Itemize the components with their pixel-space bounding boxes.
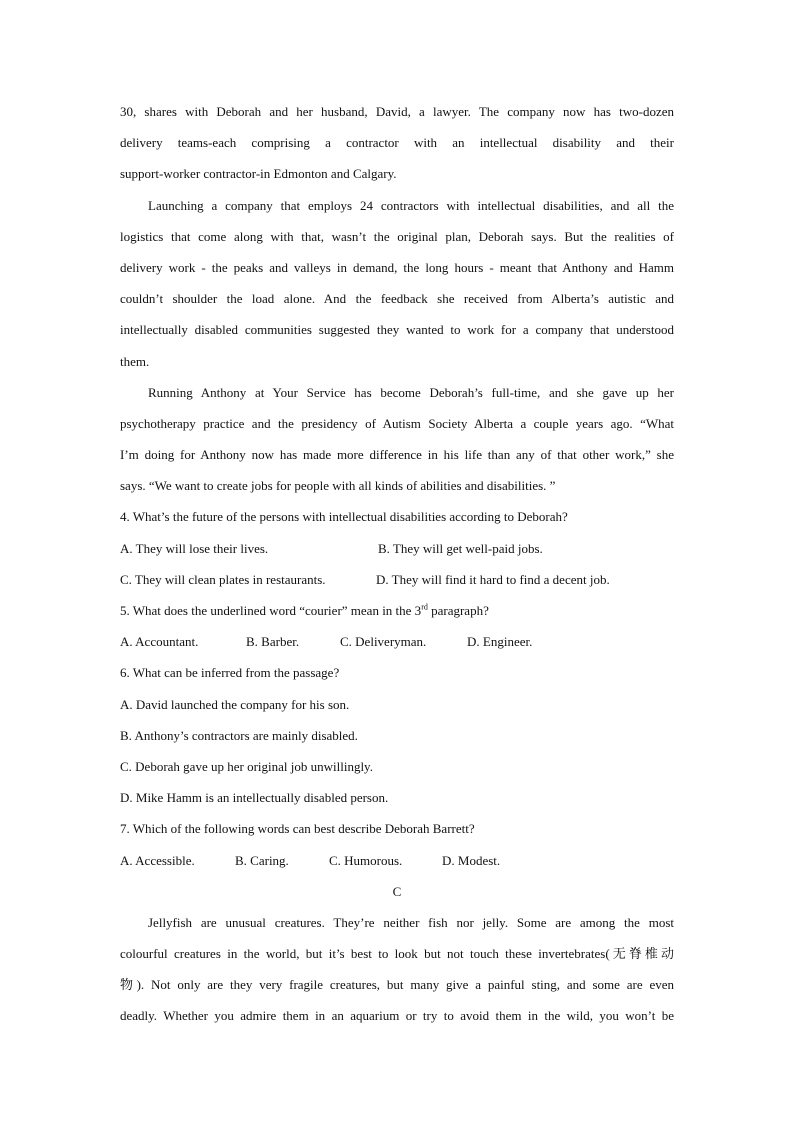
text-line: logistics that come along with that, wasn’t the original plan, Deborah says. But the realities of — [120, 228, 674, 244]
options-row — [120, 850, 674, 881]
option-d: D. Modest. — [442, 852, 501, 868]
text-line: 30, shares with Deborah and her husband, David, a lawyer. The company now has two-dozen — [120, 104, 674, 119]
text-line: couldn’t shoulder the load alone. And the feedback she received from Alberta’s autistic and — [120, 291, 674, 307]
text-line: delivery teams-each comprising a contractor with an intellectual disability and their — [120, 135, 674, 151]
paragraph-1 — [120, 101, 674, 195]
question-stem: 7. Which of the following words can best describe Deborah Barrett? — [120, 821, 475, 837]
text-line: them. — [120, 353, 150, 369]
text-line: delivery work - the peaks and valleys in demand, the long hours - meant that Anthony and Hamm — [120, 259, 674, 275]
text-line: colourful creatures in the world, but it’s best to look but not touch these invertebrates(无脊椎动 — [120, 946, 674, 962]
option-b: B. Barber. — [246, 634, 300, 650]
question-7 — [120, 818, 674, 880]
option-b: B. Caring. — [235, 852, 289, 868]
question-5 — [120, 600, 674, 662]
paragraph-4 — [120, 912, 674, 1037]
option-b: B. Anthony’s contractors are mainly disabled. — [120, 727, 358, 743]
options-row — [120, 538, 674, 569]
option-a: A. Accountant. — [120, 634, 199, 650]
option-a: A. They will lose their lives. — [120, 540, 269, 556]
option-c: C. Deliveryman. — [340, 634, 427, 650]
text-line: Jellyfish are unusual creatures. They’re neither fish nor jelly. Some are among the most — [148, 914, 674, 930]
option-a: A. Accessible. — [120, 852, 195, 868]
text-line: deadly. Whether you admire them in an aquarium or try to avoid them in the wild, you won’t be — [120, 1008, 674, 1024]
text-line: I’m doing for Anthony now has made more difference in his life than any of that other work,” she — [120, 447, 674, 463]
options-row — [120, 569, 674, 600]
option-d: D. They will find it hard to find a decent job. — [376, 571, 610, 587]
option-c: C. Humorous. — [329, 852, 403, 868]
option-c: C. Deborah gave up her original job unwillingly. — [120, 758, 373, 774]
question-stem: 4. What’s the future of the persons with intellectual disabilities according to Deborah? — [120, 509, 568, 525]
text-line: 物). Not only are they very fragile creatures, but many give a painful sting, and some are even — [120, 977, 674, 993]
text-line: psychotherapy practice and the presidency of Autism Society Alberta a couple years ago. “What — [120, 415, 674, 431]
stem-text: paragraph? — [427, 603, 489, 618]
option-d: D. Engineer. — [467, 634, 533, 650]
paragraph-3 — [120, 382, 674, 507]
option-c: C. They will clean plates in restaurants. — [120, 571, 326, 587]
question-stem — [120, 600, 674, 631]
option-d: D. Mike Hamm is an intellectually disabled person. — [120, 790, 389, 806]
text-line: Launching a company that employs 24 contractors with intellectual disabilities, and all the — [148, 197, 674, 213]
section-heading: C — [392, 883, 402, 899]
text-line: says. “We want to create jobs for people with all kinds of abilities and disabilities. ” — [120, 478, 556, 494]
option-b: B. They will get well-paid jobs. — [378, 540, 543, 556]
options-row — [120, 631, 674, 662]
text-line: Running Anthony at Your Service has become Deborah’s full-time, and she gave up her — [148, 384, 674, 400]
paragraph-2 — [120, 195, 674, 382]
stem-text: 5. What does the underlined word “courier” mean in the 3 — [120, 603, 422, 618]
question-4 — [120, 506, 674, 600]
document-body — [120, 101, 674, 1037]
question-6 — [120, 662, 674, 818]
text-line: support-worker contractor-in Edmonton and Calgary. — [120, 166, 397, 182]
ordinal-suffix: rd — [421, 602, 428, 612]
text-line: intellectually disabled communities suggested they wanted to work for a company that understood — [120, 322, 674, 338]
question-stem: 6. What can be inferred from the passage? — [120, 665, 340, 681]
option-a: A. David launched the company for his son. — [120, 696, 350, 712]
